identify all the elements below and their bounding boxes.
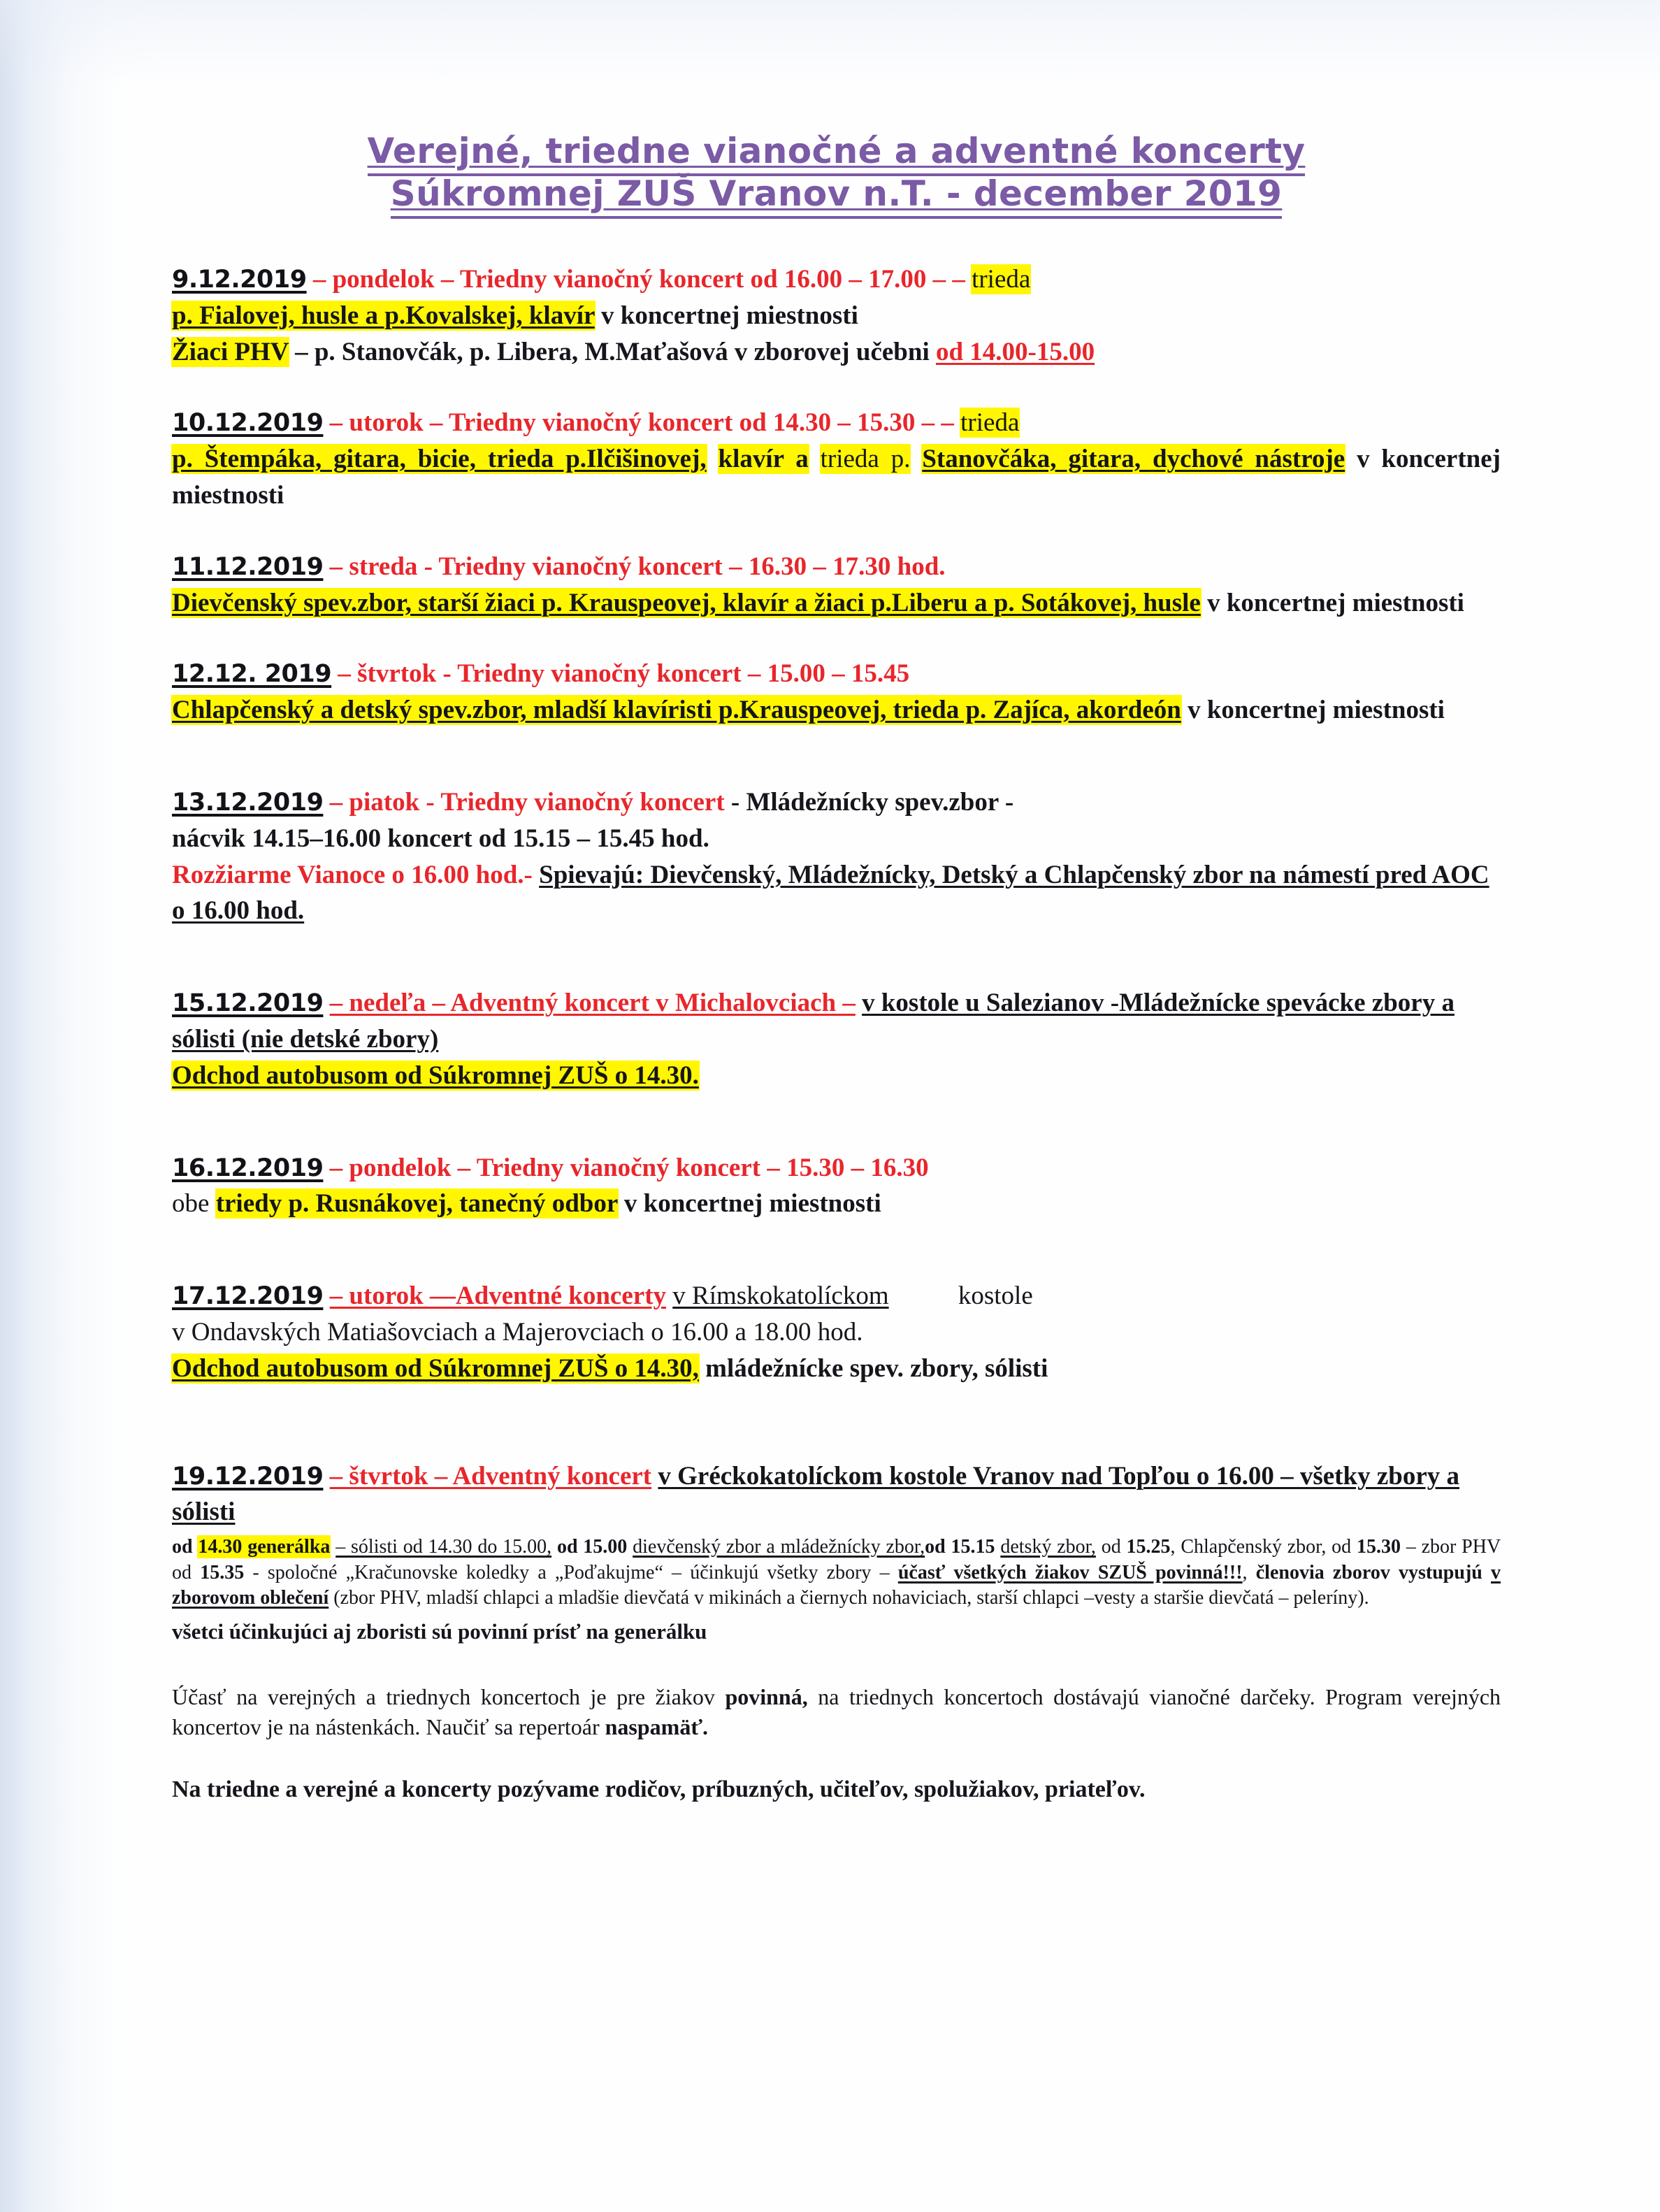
entry-performers-line — [172, 1186, 1501, 1222]
page-title — [172, 130, 1501, 215]
entry-2019-12-16 — [172, 1150, 1501, 1223]
closing-p1-part-a: Účasť na verejných a triednych koncertoch je pre žiakov — [172, 1683, 715, 1709]
detail-comma: , — [1242, 1561, 1248, 1583]
entry-church-type: v Rímskokatolíckom — [672, 1281, 889, 1311]
entry-time: od 14.30 – 15.30 – – — [739, 408, 954, 438]
entry-extra-line — [172, 334, 1501, 371]
entry-headline — [172, 1150, 1501, 1186]
entry-trieda-label: trieda — [972, 265, 1031, 294]
detail-time-1500: od 15.00 — [556, 1536, 628, 1558]
entry-bus-departure: Odchod autobusom od Súkromnej ZUŠ o 14.30. — [172, 1061, 699, 1090]
entry-2019-12-10 — [172, 405, 1501, 513]
entry-church: v Gréckokatolíckom kostole Vranov nad Topľou o 16.00 – všetky zbory a sólisti — [172, 1461, 1459, 1527]
entry-day-title: – štvrtok – Adventný koncert — [329, 1461, 652, 1491]
entry-extra-group: Žiaci PHV — [172, 337, 289, 366]
detail-time-1525: 15.25 — [1126, 1536, 1171, 1558]
detail-uniform-description: (zbor PHV, mladší chlapci a mladšie dievčatá v mikinách a čiernych nohaviciach, starší chlapci –vesty a staršie dievčatá – peleríny). — [333, 1586, 1369, 1609]
entry-date: 16.12.2019 — [172, 1154, 324, 1182]
entry-public-event-line — [172, 857, 1501, 930]
section-spacer — [172, 964, 1501, 985]
entry-date: 12.12. 2019 — [172, 660, 332, 689]
closing-paragraph-1 — [172, 1682, 1501, 1743]
detail-time-1515: 15.15 — [951, 1536, 995, 1558]
entry-performers-line — [172, 441, 1501, 514]
entry-day-title: – pondelok – Triedny vianočný koncert – 15.30 – 16.30 — [329, 1153, 929, 1182]
detail-od-2: od — [925, 1536, 946, 1558]
entry-performers: triedy p. Rusnákovej, tanečný odbor — [215, 1189, 618, 1219]
entry-bus-groups: mládežnícke spev. zbory, sólisti — [705, 1353, 1048, 1383]
title-line-2 — [172, 173, 1501, 215]
entry-headline — [172, 784, 1501, 821]
entry-2019-12-15 — [172, 985, 1501, 1093]
entry-2019-12-17 — [172, 1278, 1501, 1386]
entry-venue: v koncertnej miestnosti — [1207, 588, 1464, 617]
detail-boys-choir: , Chlapčenský zbor, od — [1170, 1536, 1352, 1558]
entry-venue: v koncertnej miestnosti — [172, 445, 1501, 510]
closing-p2-invitation: Na triedne a verejné a koncerty pozývame rodičov, príbuzných, učiteľov, spolužiakov, priateľov. — [172, 1776, 1146, 1802]
entry-date: 10.12.2019 — [172, 409, 324, 438]
entry-headline — [172, 549, 1501, 585]
entry-performers-a-tail: klavír a — [718, 445, 809, 474]
generalka-note-text: všetci účinkujúci aj zboristi sú povinní prísť na generálku — [172, 1619, 707, 1644]
entry-date: 19.12.2019 — [172, 1462, 324, 1491]
entry-bus-line — [172, 1351, 1501, 1387]
detail-childrens-choir: detský zbor, — [1000, 1536, 1096, 1558]
entry-performers-line — [172, 692, 1501, 728]
entry-2019-12-13 — [172, 784, 1501, 929]
entry-performers-a: p. Štempáka, gitara, bicie, trieda p.Ilčišinovej, — [172, 445, 707, 474]
detail-time-1530: 15.30 — [1357, 1536, 1401, 1558]
section-spacer — [172, 1422, 1501, 1458]
entry-2019-12-09 — [172, 261, 1501, 370]
entry-performers-line — [172, 585, 1501, 622]
closing-p1-part-c: na triednych koncertoch dostávajú vianočné darčeky. Program verejných koncertov je na nástenkách. Naučiť sa repertoár — [172, 1683, 1501, 1740]
detail-girls-youth-choir: dievčenský zbor a mládežnícky zbor, — [633, 1536, 925, 1558]
entry-2019-12-12 — [172, 656, 1501, 728]
closing-paragraph-2 — [172, 1774, 1501, 1806]
entry-performers-b: Stanovčáka, gitara, dychové nástroje — [922, 445, 1345, 474]
detail-soloists: – sólisti od 14.30 do 15.00, — [335, 1536, 552, 1558]
entry-performers: Chlapčenský a detský spev.zbor, mladší klavíristi p.Krauspeovej, trieda p. Zajíca, akordeón — [172, 696, 1181, 725]
entry-headline — [172, 656, 1501, 692]
entry-date: 17.12.2019 — [172, 1282, 324, 1311]
entry-headline — [172, 1278, 1501, 1314]
entry-headline — [172, 1458, 1501, 1531]
entry-extra-time: od 14.00-15.00 — [935, 337, 1095, 366]
entry-rehearsal-detail — [172, 1535, 1501, 1611]
entry-time: od 16.00 – 17.00 – – — [750, 265, 965, 294]
title-line-2-text: Súkromnej ZUŠ Vranov n.T. - december 2019 — [391, 173, 1283, 219]
entry-rehearsal-line — [172, 821, 1501, 857]
entry-day-title: – streda - Triedny vianočný koncert – 16.30 – 17.30 hod. — [329, 552, 946, 581]
entry-event-name: Rozžiarme Vianoce o 16.00 hod.- — [172, 860, 533, 889]
entry-headline — [172, 405, 1501, 441]
section-spacer — [172, 1129, 1501, 1150]
entry-headline — [172, 261, 1501, 298]
entry-date: 11.12.2019 — [172, 552, 324, 581]
closing-p1-mandatory: povinná, — [725, 1683, 808, 1709]
title-line-1 — [172, 130, 1501, 173]
entry-performers-b-prefix: trieda p. — [820, 445, 911, 474]
entry-venue: v koncertnej miestnosti — [601, 301, 858, 330]
entry-church-type-tail: kostole — [958, 1281, 1033, 1311]
entry-date: 15.12.2019 — [172, 989, 324, 1018]
detail-generalka-time: 14.30 generálka — [198, 1536, 331, 1558]
entry-place: v Ondavských Matiašovciach a Majerovciach o 16.00 a 18.00 hod. — [172, 1317, 863, 1346]
section-spacer — [172, 1257, 1501, 1278]
entry-day-title: – štvrtok - Triedny vianočný koncert – 15.00 – 15.45 — [338, 659, 910, 689]
entry-2019-12-19 — [172, 1458, 1501, 1647]
entry-teachers-line — [172, 298, 1501, 334]
entry-performers: Dievčenský spev.zbor, starší žiaci p. Krauspeovej, klavír a žiaci p.Liberu a p. Sotákovej, husle — [172, 588, 1201, 617]
title-line-1-text: Verejné, triedne vianočné a adventné koncerty — [368, 131, 1306, 176]
entry-day-title: – utorok —Adventné koncerty — [329, 1281, 667, 1311]
detail-attendance-mandatory: účasť všetkých žiakov SZUŠ povinná!!! — [897, 1561, 1243, 1583]
entry-bus-line — [172, 1058, 1501, 1094]
entry-day-title: – pondelok – Triedny vianočný koncert — [312, 265, 744, 294]
entry-teachers: p. Fialovej, husle a p.Kovalskej, klavír — [172, 301, 595, 330]
entry-date: 9.12.2019 — [172, 266, 307, 294]
closing-p1-by-heart: naspamäť. — [605, 1714, 708, 1740]
entry-place-line — [172, 1314, 1501, 1351]
entry-date: 13.12.2019 — [172, 788, 324, 817]
entry-place: v kostole u Salezianov -Mládežnícke spevácke zbory a sólisti (nie detské zbory) — [172, 989, 1455, 1054]
entry-generalka-note — [172, 1616, 1501, 1646]
entry-extra-text: – p. Stanovčák, p. Libera, M.Maťašová v zborovej učebni — [295, 337, 930, 366]
detail-uniform: v zborovom oblečení — [172, 1561, 1501, 1609]
detail-phv-choir: – zbor PHV od — [172, 1536, 1501, 1583]
detail-time-1535: 15.35 — [200, 1561, 245, 1583]
entry-headline — [172, 985, 1501, 1058]
entry-venue: v koncertnej miestnosti — [623, 1189, 881, 1219]
section-spacer — [172, 763, 1501, 784]
entry-prefix: obe — [172, 1189, 210, 1219]
entry-group: - Mládežnícky spev.zbor - — [730, 787, 1014, 817]
detail-joint-songs: - spoločné „Kračunovske koledky a „Poďakujme“ – účinkujú všetky zbory – — [252, 1561, 890, 1583]
entry-day-title: – utorok – Triedny vianočný koncert — [329, 408, 733, 438]
entry-day-title: – nedeľa – Adventný koncert v Michalovciach – — [329, 989, 856, 1018]
entry-2019-12-11 — [172, 549, 1501, 622]
entry-bus-departure: Odchod autobusom od Súkromnej ZUŠ o 14.30, — [172, 1353, 699, 1383]
detail-choir-members: členovia zborov vystupujú — [1255, 1561, 1482, 1583]
entry-trieda-label: trieda — [960, 408, 1020, 438]
entry-singing-groups: Spievajú: Dievčenský, Mládežnícky, Detský a Chlapčenský zbor na námestí pred AOC o 16.00 hod. — [172, 860, 1489, 926]
detail-od-label: od — [172, 1536, 193, 1558]
entry-rehearsal: nácvik 14.15–16.00 koncert od 15.15 – 15.45 hod. — [172, 824, 709, 853]
entry-day-title: – piatok - Triedny vianočný koncert — [329, 787, 725, 817]
entry-venue: v koncertnej miestnosti — [1188, 696, 1445, 725]
detail-od-3: od — [1101, 1536, 1121, 1558]
